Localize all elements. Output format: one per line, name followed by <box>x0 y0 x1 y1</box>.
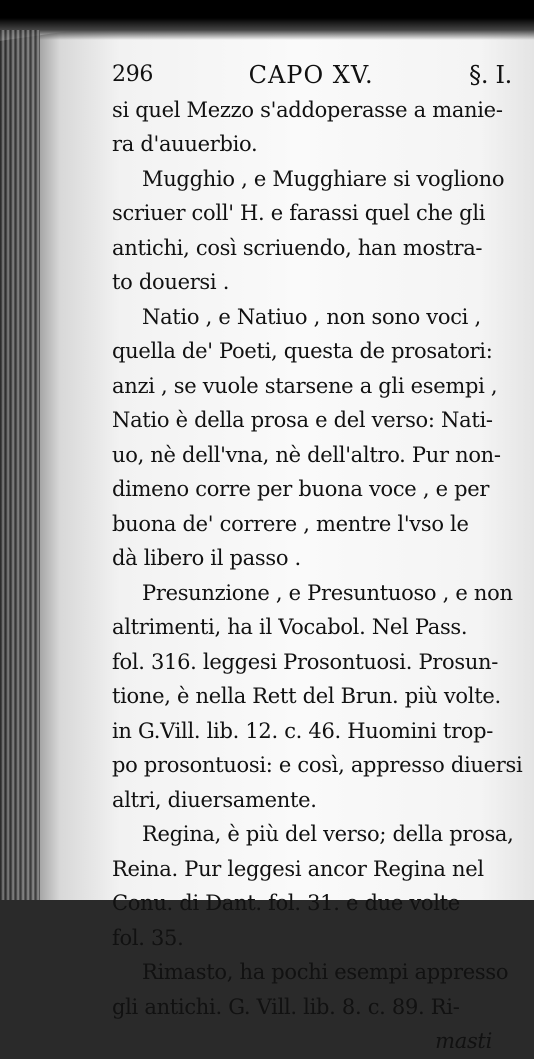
text-line: buona de' correre , mentre l'vso le <box>112 511 469 536</box>
text-line: anzi , se vuole starsene a gli esempi , <box>112 373 498 398</box>
text-line: ra d'auuerbio. <box>112 132 258 156</box>
text-line: po prosontuosi: e così, appresso diuersi <box>112 753 523 777</box>
text-line: altri, diuersamente. <box>112 787 317 812</box>
text-line: in G.Vill. lib. 12. c. 46. Huomini trop- <box>112 718 494 743</box>
text-line: antichi, così scriuendo, han mostra- <box>112 235 483 260</box>
text-line: si quel Mezzo s'addoperasse a manie- <box>112 97 503 122</box>
text-line: dimeno corre per buona voce , e per <box>112 477 490 501</box>
page-edge-stack <box>0 30 40 900</box>
text-line: Natio è della prosa e del verso: Nati- <box>112 408 493 432</box>
running-head <box>112 58 512 93</box>
text-line: gli antichi. G. Vill. lib. 8. c. 89. Ri- <box>112 994 460 1019</box>
text-line: Reina. Pur leggesi ancor Regina nel <box>112 856 484 881</box>
text-line: fol. 35. <box>112 925 184 950</box>
catchword: masti <box>435 1029 492 1053</box>
page-text <box>112 58 523 1059</box>
text-line: dà libero il passo . <box>112 546 301 570</box>
text-line: fol. 316. leggesi Prosontuosi. Prosun- <box>112 649 499 674</box>
text-line: Presunzione , e Presuntuoso , e non <box>142 580 513 605</box>
chapter-title: CAPO XV. <box>248 61 374 89</box>
text-line: scriuer coll' H. e farassi quel che gli <box>112 201 486 225</box>
text-line: Natio , e Natiuo , non sono voci , <box>142 304 481 329</box>
text-line: altrimenti, ha il Vocabol. Nel Pass. <box>112 615 468 639</box>
section-mark: §. I. <box>469 61 512 89</box>
text-line: Rimasto, ha pochi esempi appresso <box>142 960 509 984</box>
text-line: to douersi . <box>112 270 230 294</box>
text-line: Regina, è più del verso; della prosa, <box>142 822 514 846</box>
text-line: tione, è nella Rett del Brun. più volte. <box>112 684 501 708</box>
text-line: uo, nè dell'vna, nè dell'altro. Pur non- <box>112 442 501 467</box>
text-line: Conu. di Dant. fol. 31. e due volte <box>112 891 460 915</box>
page-number: 296 <box>112 62 154 87</box>
text-line: Mugghio , e Mugghiare si vogliono <box>142 166 505 191</box>
top-shadow <box>0 0 534 40</box>
text-line: quella de' Poeti, questa de prosatori: <box>112 339 493 363</box>
